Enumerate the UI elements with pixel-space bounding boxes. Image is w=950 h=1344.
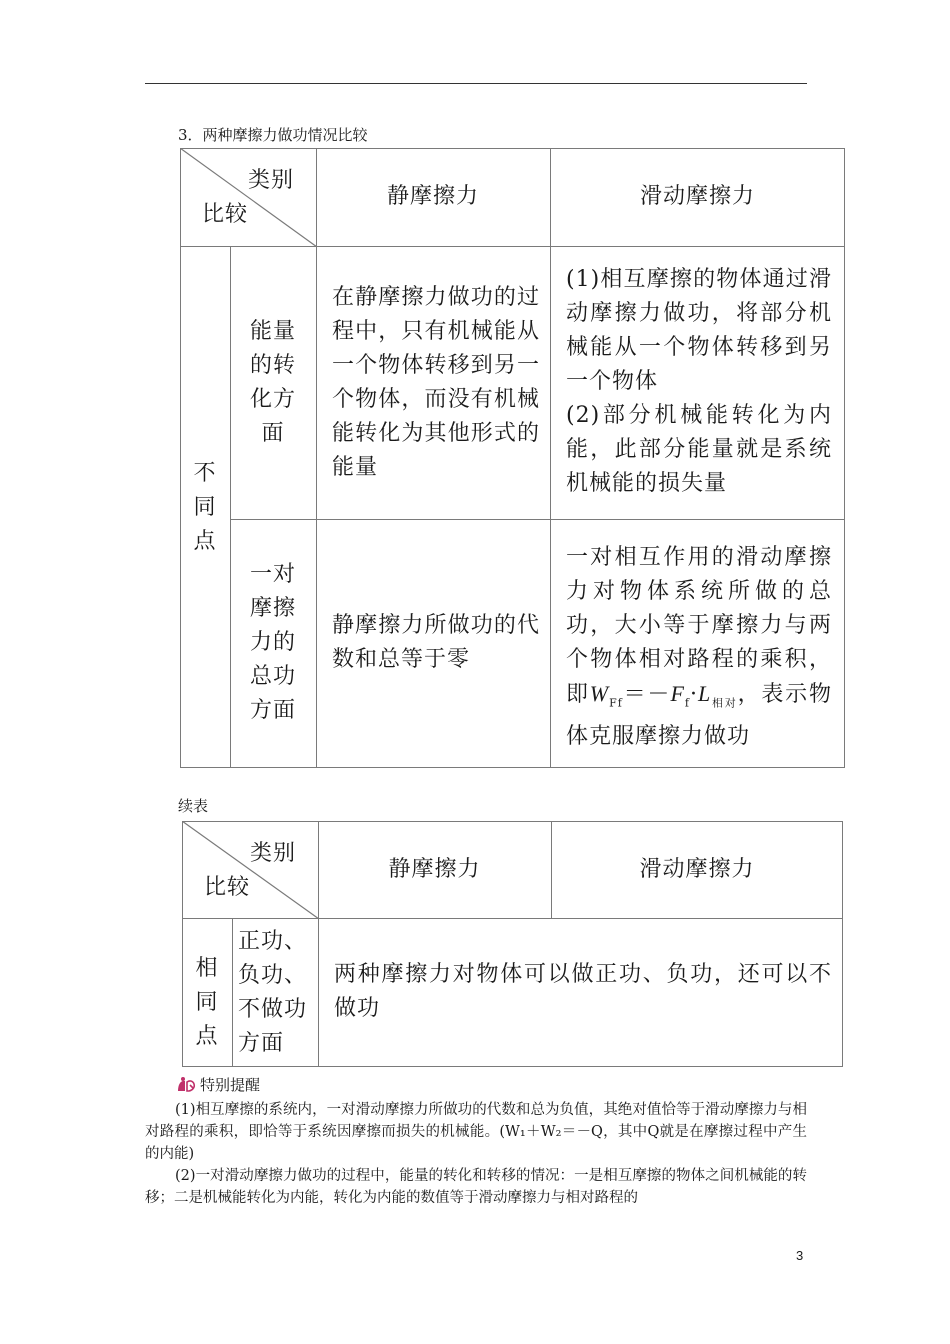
formula-dot: · <box>689 682 698 707</box>
corner-category: 类别 <box>248 168 295 193</box>
formula-L-sub: 相对 <box>711 696 738 710</box>
formula-L: L <box>697 681 712 706</box>
continued-label: 续表 <box>178 797 209 815</box>
reminder-icon <box>176 1076 198 1094</box>
formula-F-sub: f <box>684 696 690 710</box>
sliding-energy-p1: (1)相互摩擦的物体通过滑动摩擦力做功，将部分机械能从一个物体转移到另一个物体 <box>566 267 832 394</box>
sliding-total-before: 一对相互作用的滑动摩擦力对物体系统所做的总功，大小等于摩擦力与两个物体相对路程的乘积，即 <box>566 545 832 707</box>
col-header-static: 静摩擦力 <box>386 184 479 209</box>
remark-paragraph-2-text: (2)一对滑动摩擦力做功的过程中，能量的转化和转移的情况：一是相互摩擦的物体之间机械能的转移；二是机械能转化为内能，转化为内能的数值等于滑动摩擦力与相对路程的 <box>145 1168 807 1206</box>
divider <box>232 918 233 1067</box>
similarity-text: 两种摩擦力对物体可以做正功、负功，还可以不做功 <box>334 962 832 1021</box>
comparison-table <box>180 148 845 768</box>
formula-eq: ＝－ <box>622 682 671 707</box>
col-header-static: 静摩擦力 <box>388 857 481 882</box>
comparison-table-continued <box>182 821 843 1067</box>
remark-title: 特别提醒 <box>200 1076 261 1094</box>
corner-compare: 比较 <box>202 202 249 227</box>
corner-compare: 比较 <box>204 875 251 900</box>
divider <box>230 246 231 768</box>
corner-category: 类别 <box>250 841 297 866</box>
divider <box>550 148 551 768</box>
static-total-work-text: 静摩擦力所做功的代数和总等于零 <box>332 613 540 672</box>
formula-W-sub: Ff <box>609 696 623 710</box>
remark-paragraph-1 <box>145 1099 807 1165</box>
sliding-total-after: ，表示物体克服摩擦力做功 <box>566 682 832 750</box>
formula-F: F <box>670 681 685 706</box>
remark-paragraph-2 <box>145 1165 807 1209</box>
divider <box>182 918 843 919</box>
sliding-energy-p2: (2)部分机械能转化为内能，此部分能量就是系统机械能的损失量 <box>566 403 832 496</box>
remark-heading <box>176 1074 260 1095</box>
col-header-sliding: 滑动摩擦力 <box>639 184 755 209</box>
page-number: 3 <box>796 1248 804 1263</box>
header-rule <box>145 83 807 84</box>
static-energy-text: 在静摩擦力做功的过程中，只有机械能从一个物体转移到另一个物体，而没有机械能转化为其他形式的能量 <box>332 285 540 480</box>
aspect-work-sign: 正功、负功、不做功方面 <box>238 929 308 1056</box>
formula-W: W <box>589 681 610 706</box>
aspect-energy-conversion: 能量的转化方面 <box>249 319 296 446</box>
group-label-differences: 不同点 <box>193 461 217 554</box>
divider <box>230 519 845 520</box>
divider <box>180 246 845 247</box>
remark-paragraph-1-text: (1)相互摩擦的系统内，一对滑动摩擦力所做功的代数和总为负值，其绝对值恰等于滑动摩擦力与相对路程的乘积，即恰等于系统因摩擦而损失的机械能。(W₁＋W₂＝－Q，其中Q就是在摩擦过程中产生的内能) <box>145 1102 807 1162</box>
col-header-sliding: 滑动摩擦力 <box>639 857 755 882</box>
sliding-total-work-text <box>566 541 832 754</box>
group-label-similarities: 相同点 <box>195 956 219 1049</box>
divider <box>316 148 317 768</box>
aspect-total-work: 一对摩擦力的总功方面 <box>249 562 296 723</box>
section-title: 3．两种摩擦力做功情况比较 <box>178 126 368 144</box>
